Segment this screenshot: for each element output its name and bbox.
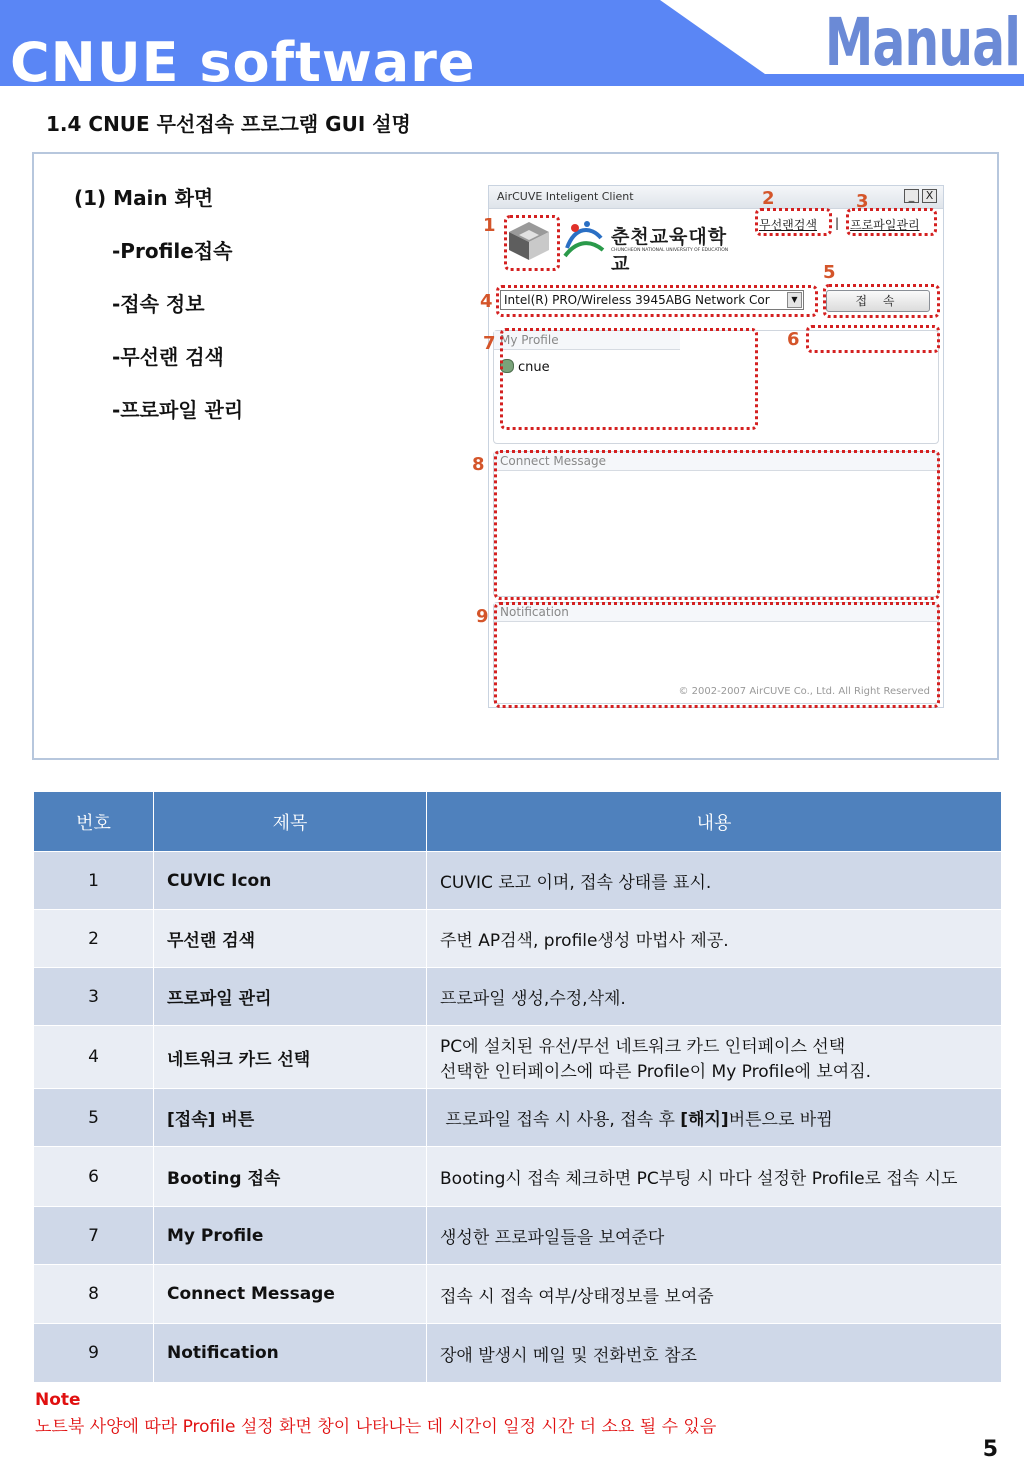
row-number: 3 [34,968,154,1026]
callout-box-8 [494,450,940,600]
profile-manage-link[interactable]: 프로파일관리 [850,218,920,232]
row-content-bold: [해지] [680,1110,729,1130]
row-title: My Profile [154,1207,427,1265]
note-text: 노트북 사양에 따라 Profile 설정 화면 창이 나타나는 데 시간이 일정 시간 더 소요 될 수 있음 [35,1417,717,1437]
notification-header: Notification [500,605,569,619]
manual-title: Manual [824,4,1020,81]
row-number: 5 [34,1089,154,1147]
outline-item-wlan-search: -무선랜 검색 [112,345,224,369]
table-row [34,968,1002,1026]
row-number: 9 [34,1324,154,1383]
row-number: 1 [34,852,154,910]
row-content: CUVIC 로고 이며, 접속 상태를 표시. [427,852,1002,910]
callout-box-7 [500,328,758,430]
connect-button[interactable]: 접 속 [826,290,930,312]
row-content-line-2: 선택한 인터페이스에 따른 Profile이 My Profile에 보여짐. [440,1062,872,1082]
brand-title: CNUE software [10,31,476,86]
row-number: 6 [34,1147,154,1207]
callout-number-6: 6 [787,329,800,350]
row-title: 네트워크 카드 선택 [154,1026,427,1089]
row-content-line-1: PC에 설치된 유선/무선 네트워크 카드 인터페이스 선택 [440,1037,846,1057]
callout-box-5 [823,284,940,318]
table-row [34,1089,1002,1147]
callout-number-9: 9 [476,606,489,627]
callout-number-4: 4 [480,291,493,312]
outline-title: (1) Main 화면 [74,186,214,210]
outline-item-profile-manage: -프로파일 관리 [112,398,244,422]
row-title: Connect Message [154,1265,427,1324]
callout-box-1 [504,215,560,271]
table-row [34,1147,1002,1207]
table-row [34,910,1002,968]
callout-number-2: 2 [762,188,775,209]
link-separator: | [835,216,840,230]
row-title: 프로파일 관리 [154,968,427,1026]
header-content: 내용 [427,792,1002,852]
outline-item-profile-connect: -Profile접속 [112,239,233,263]
callout-box-3 [846,208,937,236]
table-row [34,1324,1002,1383]
connect-message-header: Connect Message [500,454,607,468]
row-content: 생성한 프로파일들을 보여준다 [427,1207,1002,1265]
section-title: 1.4 CNUE 무선접속 프로그램 GUI 설명 [46,112,411,136]
profile-item-name: cnue [518,360,550,375]
row-content-pre: 프로파일 접속 시 사용, 접속 후 [440,1110,681,1130]
row-content: 접속 시 접속 여부/상태정보를 보여줌 [427,1265,1002,1324]
table-row [34,852,1002,910]
row-title: 무선랜 검색 [154,910,427,968]
close-button[interactable]: X [922,189,937,203]
outline-item-connect-info: -접속 정보 [112,292,205,316]
header-number: 번호 [34,792,154,852]
row-content: 주변 AP검색, profile생성 마법사 제공. [427,910,1002,968]
callout-number-8: 8 [472,454,485,475]
callout-number-5: 5 [823,262,836,283]
university-logo [561,218,741,275]
page-number: 5 [982,1437,998,1462]
my-profile-header: My Profile [500,333,559,347]
callout-number-3: 3 [856,191,869,212]
university-subtitle: CHUNCHEON NATIONAL UNIVERSITY OF EDUCATION [611,248,729,253]
row-title: Booting 접속 [154,1147,427,1207]
header-band [0,0,1024,86]
callout-number-7: 7 [483,333,496,354]
callout-box-2 [755,208,832,236]
row-title: CUVIC Icon [154,852,427,910]
row-content-post: 버튼으로 바뀜 [728,1110,833,1130]
row-number: 2 [34,910,154,968]
window-title: AirCUVE Inteligent Client [497,190,634,203]
university-name: 춘천교육대학교 [611,226,728,275]
gui-description-table [33,791,1002,1383]
row-title: [접속] 버튼 [154,1089,427,1147]
table-row [34,1026,1002,1089]
callout-box-6 [806,325,940,353]
row-number: 7 [34,1207,154,1265]
network-card-value: Intel(R) PRO/Wireless 3945ABG Network Cor [504,293,770,307]
minimize-button[interactable]: _ [904,189,919,203]
window-titlebar [489,186,943,209]
university-emblem-icon [561,218,607,264]
callout-box-9 [494,602,940,708]
table-row [34,1265,1002,1324]
row-content [427,1026,1002,1089]
callout-box-4 [496,285,818,317]
row-number: 8 [34,1265,154,1324]
row-content: 장애 발생시 메일 및 전화번호 참조 [427,1324,1002,1383]
callout-number-1: 1 [483,215,496,236]
chevron-down-icon[interactable]: ▼ [787,292,802,308]
row-content: 프로파일 생성,수정,삭제. [427,968,1002,1026]
copyright-text: © 2002-2007 AirCUVE Co., Ltd. All Right Reserved [678,686,930,697]
header-title: 제목 [154,792,427,852]
row-content [427,1089,1002,1147]
row-number: 4 [34,1026,154,1089]
table-row [34,1207,1002,1265]
row-content: Booting시 접속 체크하면 PC부팅 시 마다 설정한 Profile로 접속 시도 [427,1147,1002,1207]
wlan-search-link[interactable]: 무선랜검색 [759,218,817,232]
main-screen-outline [74,182,243,447]
row-title: Notification [154,1324,427,1383]
table-header-row [34,792,1002,852]
note-label: Note [35,1390,81,1410]
